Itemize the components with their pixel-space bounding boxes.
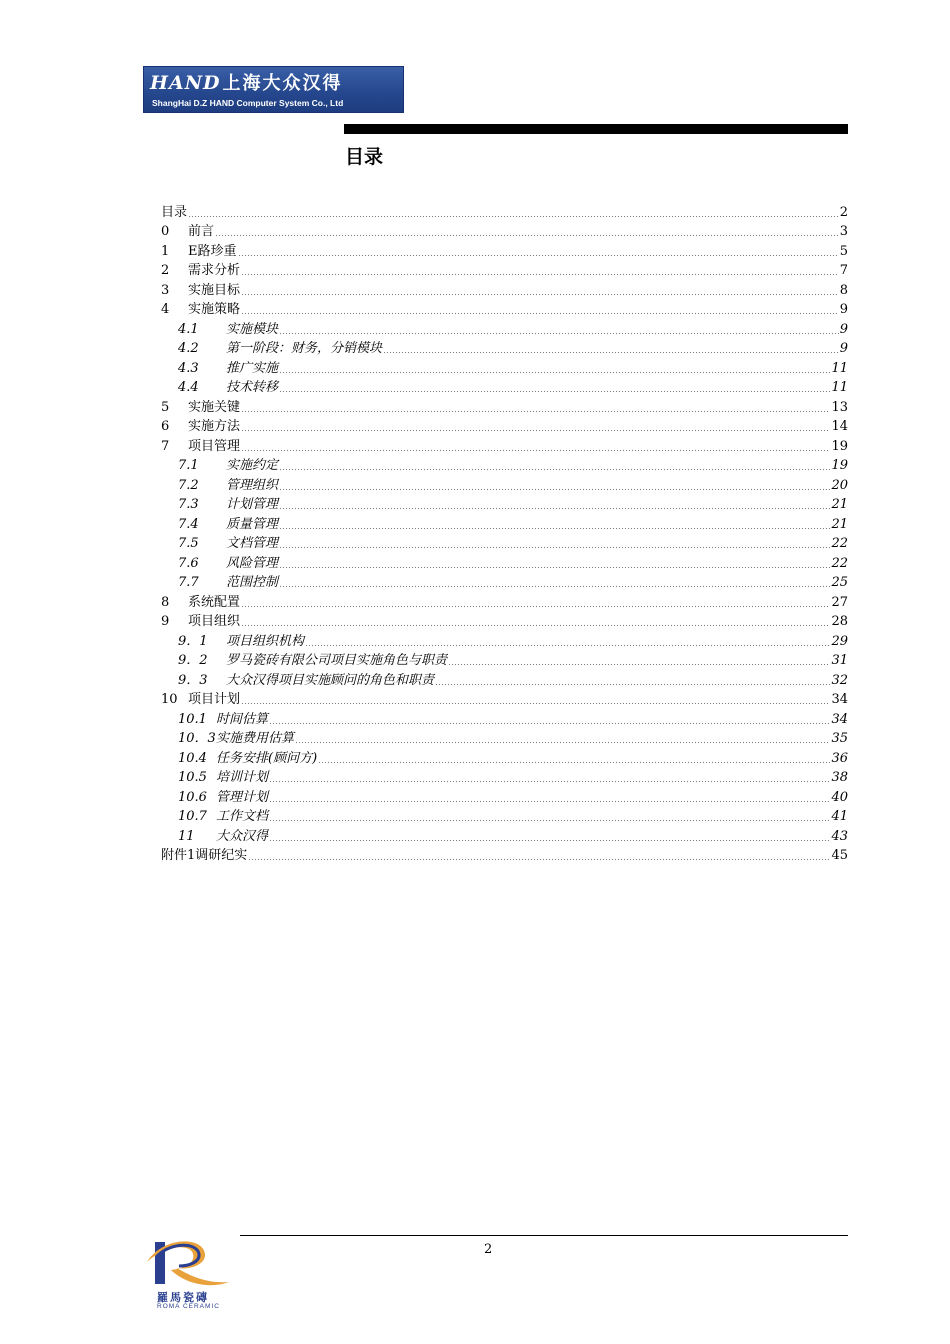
toc-entry-page: 3 — [839, 224, 848, 239]
toc-entry[interactable] — [161, 260, 848, 280]
toc-entry-label — [161, 691, 240, 708]
logo-subtitle: ShangHai D.Z HAND Computer System Co., Ltd — [152, 98, 344, 108]
toc-entry-label — [178, 321, 278, 338]
toc-entry-label — [178, 672, 434, 689]
toc-entry[interactable] — [161, 474, 848, 494]
toc-entry[interactable] — [161, 591, 848, 611]
toc-entry-page: 28 — [831, 614, 848, 629]
page-title: 目录 — [345, 146, 384, 168]
toc-dot-leader — [305, 645, 830, 646]
toc-entry-number: 4.4 — [178, 380, 199, 395]
toc-entry-label — [161, 204, 187, 221]
toc-entry-label — [178, 633, 304, 650]
toc-dot-leader — [279, 528, 830, 529]
toc-dot-leader — [279, 469, 830, 470]
toc-entry-page: 22 — [831, 555, 848, 571]
toc-entry-page: 11 — [831, 380, 848, 395]
toc-entry-label — [178, 652, 447, 669]
toc-dot-leader — [241, 411, 830, 412]
toc-entry[interactable] — [161, 279, 848, 299]
toc-entry-number: 7.5 — [178, 536, 199, 551]
toc-entry[interactable] — [161, 221, 848, 241]
toc-entry-number: 10.7 — [178, 809, 207, 824]
toc-entry[interactable] — [161, 552, 848, 572]
footer-logo-english: ROMA CERAMIC — [157, 1303, 220, 1310]
toc-entry[interactable] — [161, 533, 848, 553]
toc-entry-title: 任务安排(顾问方) — [216, 750, 318, 766]
toc-entry[interactable] — [161, 572, 848, 592]
toc-dot-leader — [215, 235, 839, 236]
toc-dot-leader — [248, 859, 830, 860]
toc-entry-number: 4.2 — [178, 341, 199, 356]
toc-entry-label — [178, 808, 268, 825]
toc-entry-title: 培训计划 — [216, 770, 269, 785]
toc-entry-page: 21 — [831, 497, 848, 512]
toc-entry-number: 10．3 — [178, 731, 216, 746]
toc-entry-number: 9．3 — [178, 672, 208, 688]
toc-entry-page: 21 — [831, 516, 848, 532]
toc-entry-title: 质量管理 — [226, 516, 279, 532]
logo-chinese-name: 上海大众汉得 — [222, 73, 343, 94]
toc-entry-page: 36 — [831, 750, 848, 766]
toc-entry-page: 14 — [831, 419, 848, 434]
toc-entry-title: 需求分析 — [188, 263, 241, 278]
toc-entry-page: 7 — [839, 263, 848, 278]
toc-entry-number: 4 — [161, 302, 170, 317]
toc-entry-label — [161, 243, 237, 260]
toc-entry-number: 7.2 — [178, 477, 199, 493]
toc-entry-number: 5 — [161, 399, 170, 415]
toc-entry-page: 13 — [831, 399, 848, 415]
toc-dot-leader — [269, 840, 830, 841]
toc-entry[interactable] — [161, 786, 848, 806]
toc-dot-leader — [241, 703, 830, 704]
toc-entry-label — [178, 535, 278, 552]
toc-entry-label — [178, 555, 278, 572]
toc-entry-page: 5 — [839, 243, 848, 259]
toc-entry-number: 7.1 — [178, 458, 199, 473]
toc-entry-page: 19 — [831, 438, 848, 454]
toc-entry-number: 4.3 — [178, 360, 199, 376]
toc-entry-page: 35 — [831, 731, 848, 746]
logo-brand: HAND — [150, 72, 221, 94]
toc-entry-label — [161, 282, 240, 299]
toc-entry-title: 系统配置 — [188, 594, 241, 610]
toc-entry-label — [161, 847, 247, 864]
toc-entry[interactable] — [161, 201, 848, 221]
toc-dot-leader — [435, 684, 830, 685]
toc-entry-title: 实施目标 — [188, 282, 241, 298]
toc-entry[interactable] — [161, 318, 848, 338]
toc-entry[interactable] — [161, 669, 848, 689]
toc-entry-label — [178, 379, 278, 396]
toc-dot-leader — [279, 372, 830, 373]
toc-entry-number: 2 — [161, 263, 170, 278]
toc-entry-title: 计划管理 — [226, 497, 279, 512]
toc-entry-page: 32 — [831, 672, 848, 688]
toc-entry-number: 10.6 — [178, 789, 207, 805]
toc-entry-number: 9．2 — [178, 653, 208, 668]
toc-entry[interactable] — [161, 338, 848, 358]
toc-dot-leader — [269, 723, 830, 724]
toc-entry-label — [178, 496, 278, 513]
toc-entry-number: 7 — [161, 438, 170, 454]
toc-dot-leader — [241, 274, 839, 275]
toc-dot-leader — [279, 391, 830, 392]
toc-entry-title: 项目管理 — [188, 438, 241, 454]
toc-entry-label — [178, 457, 278, 474]
toc-entry-label — [178, 750, 317, 767]
toc-dot-leader — [188, 216, 839, 217]
toc-dot-leader — [279, 489, 830, 490]
toc-entry-title: 罗马瓷砖有限公司项目实施角色与职责 — [226, 653, 448, 668]
toc-entry-title: 工作文档 — [216, 809, 269, 824]
toc-entry-label — [161, 418, 240, 435]
toc-entry-number: 9 — [161, 614, 170, 629]
toc-entry[interactable] — [161, 377, 848, 397]
toc-entry-page: 20 — [831, 477, 848, 493]
toc-entry-title: 实施方法 — [188, 419, 241, 434]
toc-entry[interactable] — [161, 240, 848, 260]
toc-entry-title: 风险管理 — [226, 555, 279, 571]
toc-entry-title: 前言 — [188, 224, 215, 239]
toc-entry-page: 9 — [839, 341, 848, 356]
toc-entry-label — [161, 594, 240, 611]
toc-dot-leader — [238, 255, 839, 256]
toc-entry-label — [178, 789, 268, 806]
toc-entry-number: 10.1 — [178, 711, 207, 727]
toc-entry[interactable] — [161, 845, 848, 865]
toc-entry-label — [161, 399, 240, 416]
toc-entry-title: E路珍重 — [188, 243, 237, 259]
toc-entry-label — [161, 438, 240, 455]
toc-entry-label — [178, 477, 278, 494]
toc-entry[interactable] — [161, 299, 848, 319]
footer-logo — [143, 1234, 243, 1314]
toc-entry[interactable] — [161, 708, 848, 728]
toc-dot-leader — [241, 313, 839, 314]
toc-entry-page: 11 — [831, 360, 848, 376]
table-of-contents — [161, 201, 848, 864]
toc-entry[interactable] — [161, 825, 848, 845]
toc-entry-page: 29 — [831, 633, 848, 649]
toc-entry-number: 8 — [161, 594, 170, 610]
toc-entry[interactable] — [161, 806, 848, 826]
toc-entry[interactable] — [161, 630, 848, 650]
toc-entry-page: 38 — [831, 770, 848, 785]
page-number: 2 — [484, 1242, 493, 1257]
toc-entry[interactable] — [161, 494, 848, 514]
toc-entry[interactable] — [161, 728, 848, 748]
toc-dot-leader — [295, 742, 830, 743]
toc-entry-number: 10 — [161, 692, 178, 707]
toc-entry[interactable] — [161, 689, 848, 709]
toc-entry-title: 调研纪实 — [195, 848, 248, 863]
toc-dot-leader — [241, 430, 830, 431]
toc-dot-leader — [269, 820, 830, 821]
toc-entry-number: 3 — [161, 282, 170, 298]
toc-entry-label — [178, 828, 268, 845]
toc-entry-number: 10.5 — [178, 770, 207, 785]
toc-entry-title: 项目组织机构 — [226, 633, 305, 649]
toc-entry[interactable] — [161, 416, 848, 436]
toc-entry[interactable] — [161, 455, 848, 475]
toc-entry-page: 27 — [831, 594, 848, 610]
toc-dot-leader — [241, 450, 830, 451]
toc-dot-leader — [318, 762, 830, 763]
toc-entry-page: 22 — [831, 536, 848, 551]
toc-entry-number: 11 — [178, 828, 195, 844]
header-rule — [344, 124, 848, 134]
toc-entry-page: 9 — [839, 321, 848, 337]
toc-entry-number: 0 — [161, 224, 170, 239]
toc-entry-title: 实施模块 — [226, 321, 279, 337]
toc-entry[interactable] — [161, 357, 848, 377]
toc-entry-label — [161, 262, 240, 279]
toc-dot-leader — [279, 586, 830, 587]
toc-entry-number: 1 — [161, 243, 170, 259]
toc-entry-label — [178, 769, 268, 786]
toc-entry-label — [178, 340, 382, 357]
toc-entry-label — [178, 360, 278, 377]
toc-entry-number: 7.3 — [178, 497, 199, 512]
toc-entry[interactable] — [161, 396, 848, 416]
toc-entry[interactable] — [161, 767, 848, 787]
toc-entry-page: 8 — [839, 282, 848, 298]
toc-entry-title: 目录 — [161, 204, 188, 220]
toc-entry-title: 时间估算 — [216, 711, 269, 727]
toc-entry[interactable] — [161, 513, 848, 533]
toc-entry-number: 9．1 — [178, 633, 208, 649]
toc-entry[interactable] — [161, 611, 848, 631]
roma-r-logo-icon — [143, 1234, 243, 1290]
toc-entry-title: 大众汉得项目实施顾问的角色和职责 — [226, 672, 435, 688]
toc-entry-label — [178, 730, 294, 747]
toc-entry-title: 项目组织 — [188, 614, 241, 629]
toc-dot-leader — [241, 606, 830, 607]
toc-entry-page: 43 — [831, 828, 848, 844]
toc-dot-leader — [279, 547, 830, 548]
toc-entry-page: 2 — [839, 204, 848, 220]
toc-entry-number: 7.4 — [178, 516, 199, 532]
toc-dot-leader — [269, 801, 830, 802]
company-logo — [143, 66, 404, 113]
toc-entry-label — [161, 223, 214, 240]
toc-entry-title: 实施策略 — [188, 302, 241, 317]
toc-entry-title: 大众汉得 — [216, 828, 269, 844]
footer-rule — [240, 1235, 848, 1236]
toc-entry-number: 附件1 — [161, 848, 196, 863]
toc-entry-title: 实施关键 — [188, 399, 241, 415]
toc-entry-page: 34 — [831, 692, 848, 707]
toc-entry-title: 范围控制 — [226, 575, 279, 590]
toc-entry-label — [178, 516, 278, 533]
toc-dot-leader — [279, 508, 830, 509]
toc-entry-label — [178, 711, 268, 728]
toc-entry-number: 4.1 — [178, 321, 199, 337]
toc-dot-leader — [279, 333, 839, 334]
toc-entry-title: 管理组织 — [226, 477, 279, 493]
toc-entry-title: 管理计划 — [216, 789, 269, 805]
toc-entry-title: 第一阶段：财务，分销模块 — [226, 341, 383, 356]
toc-entry-title: 技术转移 — [226, 380, 279, 395]
toc-entry-number: 7.6 — [178, 555, 199, 571]
toc-dot-leader — [269, 781, 830, 782]
toc-entry-title: 推广实施 — [226, 360, 279, 376]
toc-entry-title: 实施约定 — [226, 458, 279, 473]
toc-entry-title: 项目计划 — [188, 692, 241, 707]
toc-entry-page: 25 — [831, 575, 848, 590]
toc-entry-number: 6 — [161, 419, 170, 434]
toc-entry-page: 31 — [831, 653, 848, 668]
toc-entry-number: 7.7 — [178, 575, 199, 590]
toc-dot-leader — [448, 664, 830, 665]
toc-entry-title: 实施费用估算 — [216, 731, 295, 746]
toc-entry-title: 文档管理 — [226, 536, 279, 551]
toc-entry-page: 40 — [831, 789, 848, 805]
toc-entry-label — [161, 301, 240, 318]
toc-entry[interactable] — [161, 747, 848, 767]
toc-entry-page: 41 — [831, 809, 848, 824]
toc-entry-page: 9 — [839, 302, 848, 317]
toc-entry-page: 45 — [831, 848, 848, 863]
toc-dot-leader — [241, 625, 830, 626]
toc-dot-leader — [383, 352, 839, 353]
toc-entry-label — [178, 574, 278, 591]
toc-entry-page: 34 — [831, 711, 848, 727]
toc-entry-label — [161, 613, 240, 630]
footer-logo-chinese: 羅馬瓷磚 — [157, 1291, 209, 1304]
toc-dot-leader — [279, 567, 830, 568]
toc-entry[interactable] — [161, 650, 848, 670]
toc-entry[interactable] — [161, 435, 848, 455]
toc-entry-page: 19 — [831, 458, 848, 473]
toc-entry-number: 10.4 — [178, 750, 207, 766]
toc-dot-leader — [241, 294, 839, 295]
